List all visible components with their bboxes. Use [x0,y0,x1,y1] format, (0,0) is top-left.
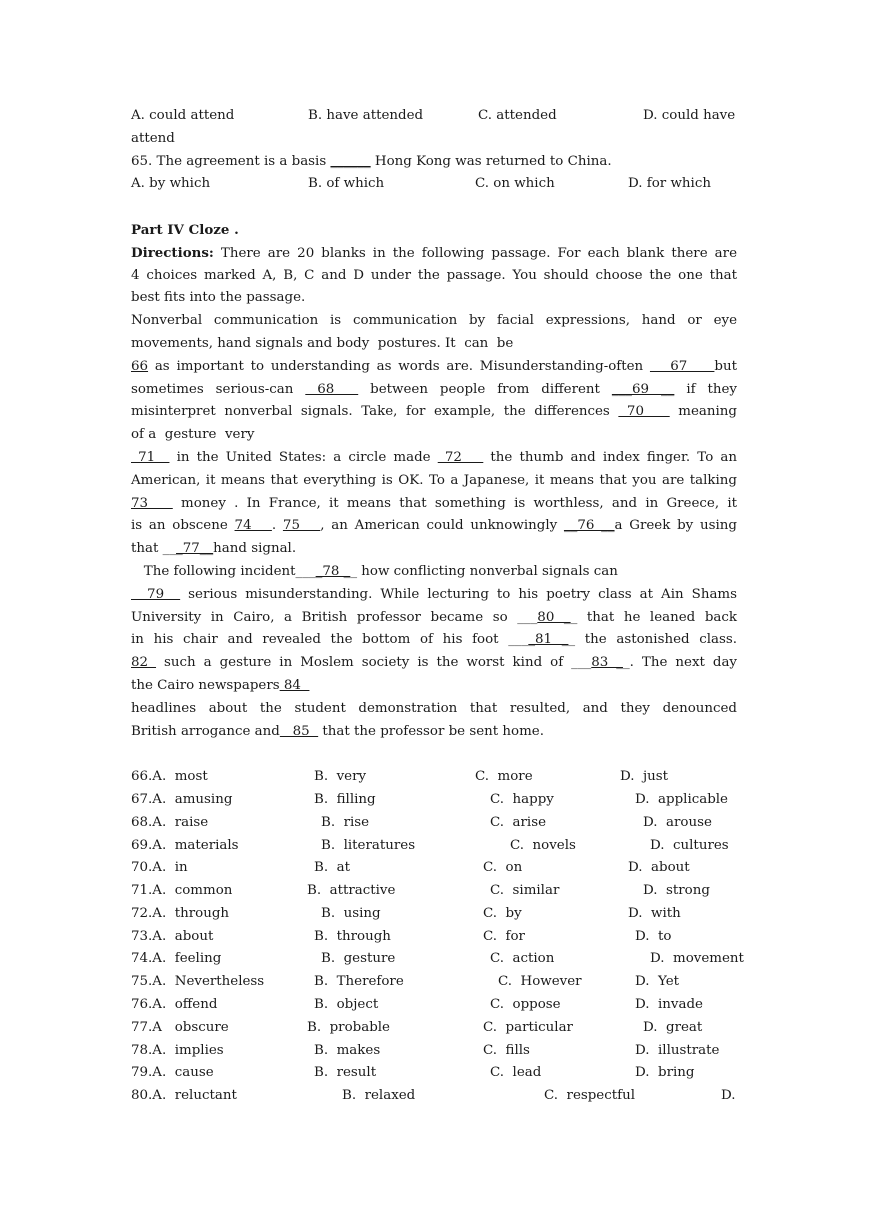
option-b: B. gesture [321,951,396,967]
q65-options [131,173,737,196]
option-a: 79.A. cause [131,1065,214,1081]
passage-line: that ___77__hand signal. [131,541,297,557]
passage-line: Nonverbal communication is communication by facial expressions, hand or eye [131,313,737,329]
passage-line: sometimes serious-can 68 between people from different ___69 __ if they [131,381,738,397]
option-a: 70.A. in [131,860,188,876]
option-b: B. literatures [321,837,416,853]
option-a: 69.A. materials [131,837,239,853]
blank-82: 82 [131,655,157,671]
option-c: C. on [483,860,523,876]
option-row [131,1062,737,1085]
option-row [131,766,737,789]
document-page [131,105,744,1108]
option-d: D. cultures [650,837,729,853]
section-title: Part IV Cloze . [131,221,239,238]
q65-option-c: C. on which [475,176,555,192]
blank-78: _78 _ [315,563,351,579]
option-row [131,903,737,926]
blank-70: 70 [618,404,670,420]
option-b: B. object [314,997,379,1013]
option-d: D. arouse [643,814,712,830]
directions-line-3: best fits into the passage. [131,290,306,306]
passage-line: the Cairo newspapers 84 [131,677,310,693]
blank-73: 73 [131,495,173,511]
option-d: D. movement [650,951,744,967]
option-row [131,971,737,994]
option-c: C. fills [483,1042,530,1058]
option-row [131,926,737,949]
blank-81: _81 _ [528,632,569,648]
option-c: C. similar [490,883,560,899]
q64-options [131,105,737,128]
directions-line-2: 4 choices marked A, B, C and D under the passage. You should choose the one that [131,267,737,283]
blank-75: 75 [282,518,321,534]
q65-option-b: B. of which [308,176,385,192]
option-d: D. invade [635,997,703,1013]
option-a: 76.A. offend [131,997,218,1013]
blank-80: 80 _ [537,609,571,625]
option-b: B. Therefore [314,974,404,990]
blank-69: ___69 __ [611,381,675,397]
option-row [131,1085,737,1108]
option-row [131,1040,737,1063]
blank-77: _77__ [176,541,214,557]
option-d: D. Yet [635,974,680,990]
option-b: B. at [314,860,350,876]
passage-line: 79 serious misunderstanding. While lecturing to his poetry class at Ain Shams [131,586,737,602]
passage-line: of a gesture very [131,427,255,443]
blank-76: __76 __ [563,518,615,534]
option-c: C. arise [490,814,547,830]
q64-option-a: A. could attend [131,108,235,123]
option-a: 80.A. reluctant [131,1088,237,1104]
option-d: D. [721,1088,736,1104]
option-b: B. probable [307,1019,390,1035]
answer-options-list [131,766,744,1108]
passage-line: 73 money . In France, it means that something is worthless, and in Greece, it [131,495,737,511]
option-c: C. more [475,769,533,785]
option-d: D. just [620,769,669,785]
option-c: C. lead [490,1065,542,1081]
option-d: D. applicable [635,791,728,807]
q65-stem: 65. The agreement is a basis ______ Hong Kong was returned to China. [131,153,612,169]
option-c: C. action [490,951,555,967]
option-c: C. happy [490,791,554,807]
option-row [131,880,737,903]
option-b: B. through [314,928,391,944]
spacer [131,196,737,219]
option-a: 75.A. Nevertheless [131,974,265,990]
option-a: 72.A. through [131,905,230,921]
option-b: B. using [321,905,381,921]
option-a: 78.A. implies [131,1042,224,1058]
option-d: D. about [628,860,690,876]
option-b: B. filling [314,791,376,807]
option-d: D. bring [635,1065,695,1081]
option-c: C. However [498,974,582,990]
passage-line: headlines about the student demonstration that resulted, and they denounced [131,700,737,716]
q65-option-a: A. by which [131,176,211,192]
passage-line: 66 as important to understanding as words are. Misunderstanding-often 67 but [131,358,737,374]
option-c: C. oppose [490,997,561,1013]
option-row [131,812,737,835]
option-a: 74.A. feeling [131,951,222,967]
option-row [131,994,737,1017]
blank-74: 74 [234,518,272,534]
option-c: C. novels [510,837,576,853]
option-d: D. with [628,905,681,921]
passage-line: 71 in the United States: a circle made 72 the thumb and index finger. To an [131,449,737,465]
option-a: 68.A. raise [131,814,209,830]
passage-line: British arrogance and 85 that the professor be sent home. [131,723,544,739]
directions-label: Directions: [131,244,214,261]
option-b: B. result [314,1065,377,1081]
option-a: 77.A obscure [131,1019,229,1035]
blank-79: 79 [131,586,181,602]
q65-blank: ______ [330,153,371,169]
option-b: B. relaxed [342,1088,416,1104]
passage-line: is an obscene 74 . 75 , an American could unknowingly __76 __a Greek by using [131,518,737,534]
option-d: D. illustrate [635,1042,720,1058]
q64-option-b: B. have attended [308,108,424,123]
option-c: C. by [483,905,522,921]
spacer [131,743,737,766]
option-row [131,835,737,858]
blank-84: 84 [279,677,310,693]
option-b: B. attractive [307,883,396,899]
option-a: 73.A. about [131,928,214,944]
q64-option-d-continued: attend [131,130,175,146]
option-b: B. very [314,769,367,785]
option-d: D. strong [643,883,710,899]
passage-line: University in Cairo, a British professor became so ___80 __ that he leaned back [131,609,737,625]
option-a: 71.A. common [131,883,233,899]
blank-83: 83 _ [591,655,623,671]
passage-line: movements, hand signals and body postures. It can be [131,335,514,351]
blank-72: 72 [437,449,484,465]
q64-option-c: C. attended [478,108,557,123]
blank-66: 66 [131,358,149,374]
q64-option-d: D. could have [643,108,736,123]
blank-71: 71 [131,449,170,465]
option-row [131,857,737,880]
option-c: C. respectful [544,1088,635,1104]
directions-line-1: Directions: There are 20 blanks in the following passage. For each blank there are [131,244,737,261]
option-a: 66.A. most [131,769,208,785]
option-b: B. rise [321,814,370,830]
option-row [131,789,737,812]
option-d: D. great [643,1019,703,1035]
option-b: B. makes [314,1042,381,1058]
option-c: C. particular [483,1019,573,1035]
passage-line: American, it means that everything is OK. To a Japanese, it means that you are talking [131,472,737,488]
blank-85: 85 [279,723,319,739]
passage-line: in his chair and revealed the bottom of his foot ____81 __ the astonished class. [131,632,738,648]
passage-line: misinterpret nonverbal signals. Take, for example, the differences 70 meaning [131,404,737,420]
option-c: C. for [483,928,525,944]
passage-line: 82 such a gesture in Moslem society is the worst kind of ___83 __. The next day [131,655,737,671]
blank-67: 67 [649,358,715,374]
q65-option-d: D. for which [628,176,711,192]
option-a: 67.A. amusing [131,791,233,807]
option-d: D. to [635,928,672,944]
option-row [131,1017,737,1040]
blank-68: 68 [305,381,359,397]
option-row [131,948,744,971]
passage-line: The following incident____78 __ how conflicting nonverbal signals can [131,563,618,579]
